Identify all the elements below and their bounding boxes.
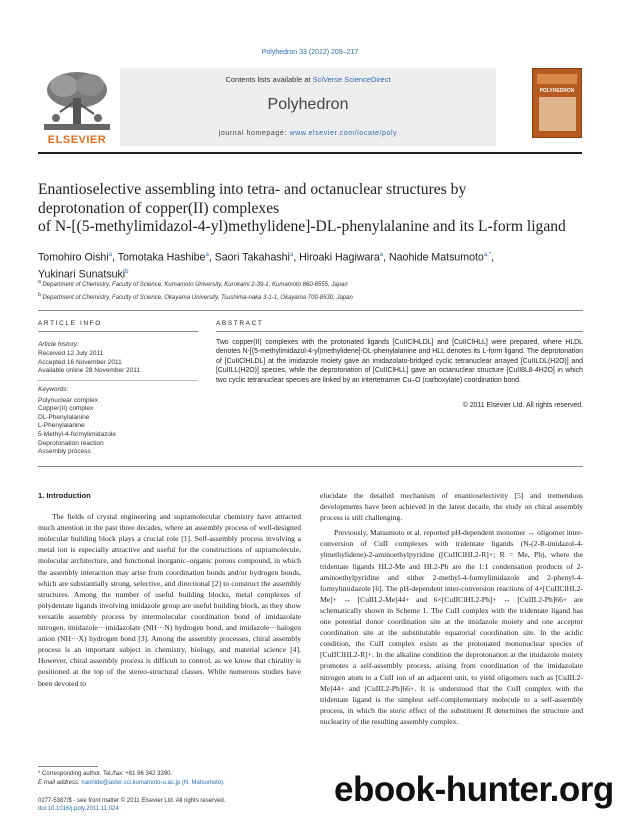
author-affiliation[interactable]: b xyxy=(125,269,129,276)
keyword-item: Deprotonation reaction xyxy=(38,439,104,447)
journal-title: Polyhedron xyxy=(267,96,349,113)
email-label: E-mail address: xyxy=(38,779,80,786)
author-name: Tomohiro Oishi xyxy=(38,251,109,264)
header-rule xyxy=(38,152,582,154)
affiliation-b: Department of Chemistry, Faculty of Science, Okayama University, Tsushima-naka 3-1-1, Okayama 700-8530, Japan xyxy=(42,294,353,301)
journal-reference[interactable]: Polyhedron 33 (2012) 209–217 xyxy=(261,49,359,56)
article-info-heading: ARTICLE INFO xyxy=(38,320,102,327)
abstract-copyright: © 2011 Elsevier Ltd. All rights reserved. xyxy=(462,402,583,409)
keyword-item: L-Phenylalanine xyxy=(38,422,85,430)
watermark: ebook-hunter.org xyxy=(334,770,614,809)
elsevier-tree-logo xyxy=(38,68,116,146)
keywords xyxy=(38,386,198,457)
article-title xyxy=(38,181,583,237)
keyword-item: Polynuclear complex xyxy=(38,396,98,404)
body-left-column xyxy=(38,490,301,689)
article-history xyxy=(38,341,198,376)
author-affiliation[interactable]: a,* xyxy=(483,252,492,258)
accepted-date: Accepted 16 November 2011 xyxy=(38,358,122,366)
email-link[interactable]: naohide@aster.sci.kumamoto-u.ac.jp (N. Matsumoto). xyxy=(81,779,225,786)
journal-cover-thumbnail xyxy=(532,68,582,138)
journal-banner xyxy=(120,68,496,146)
sciencedirect-link[interactable]: SciVerse ScienceDirect xyxy=(312,75,391,84)
bottom-info xyxy=(38,797,301,813)
abstract-heading: ABSTRACT xyxy=(216,320,264,327)
received-date: Received 12 July 2011 xyxy=(38,349,104,357)
history-label: Article history: xyxy=(38,341,79,348)
affiliations: $^a$ Department of Chemistry, Faculty of Science, Kumamoto University, Kurokami 2-39-1, Kumamoto 860-8555, Japan $^b$ Department of Chemistry, Faculty of Science, Okayama University, Tsushima-naka 3-1-1, Okayama 700-8530, Japan xyxy=(38,279,353,301)
divider xyxy=(216,331,583,332)
author-affiliation[interactable]: a xyxy=(289,252,294,258)
author-affiliation[interactable]: a xyxy=(108,252,112,258)
body-paragraph: The fields of crystal engineering and supramolecular chemistry have attracted much attention in the past three decades, where an assembly process of well-designed molecular building block plays a crucial role [1]. Self-assembly process involving a metal ion is especially attractive and useful for the constructions of supramolecule, molecular architecture, and functional inorganic–organic porous compound, in which the assembly interaction may arise from coordination bonds and/or hydrogen bonds, which are substantially strong, selective, and directional [2] to construct the assembly structures. Among the number of useful building blocks, metal complexes of polydentate ligands involving imidazole group are useful building block, as they show versatile assembly process by intermolecular coordination bond of imidazolate nitrogen, imidazole···imidazolate (NH···N) hydrogen bond, and imidazole···halogen anion (NH···X) hydrogen bond [3]. Among the assembly processes, chiral assembly process is an important subject in chemistry, biology, and material science [4]. However, chiral assembly process is difficult to control, as we know that chirality is positioned at the top of the stereo-structural classes. While numerous studies have been devoted to xyxy=(38,512,301,688)
footnote: * Corresponding author. Tel./fax: +81 96 342 3390. E-mail address: naohide@aster.sci.kumamoto-u.ac.jp (N. Matsumoto). xyxy=(38,771,225,786)
contents-prefix: Contents lists available at xyxy=(225,75,311,84)
affiliation-a: Department of Chemistry, Faculty of Science, Kumamoto University, Kurokami 2-39-1, Kumamoto 860-8555, Japan xyxy=(42,282,348,288)
author-name: Saori Takahashi xyxy=(214,251,290,264)
footnote-rule xyxy=(38,766,98,767)
corresponding-author: Corresponding author. Tel./fax: +81 96 342 3390. xyxy=(42,771,173,777)
cover-band xyxy=(537,74,577,84)
keyword-item: DL-Phenylalanine xyxy=(38,413,90,421)
contents-line xyxy=(120,75,496,84)
divider xyxy=(38,310,583,311)
cover-image xyxy=(539,97,576,131)
author-name: Naohide Matsumoto xyxy=(389,251,484,264)
author-affiliation[interactable]: a xyxy=(379,252,384,258)
body-paragraph: elucidate the detailed mechanism of enantioselectivity [5] and tremendous developments have been achieved in the latest decade, the study on chiral assembly process is still challenging. xyxy=(320,491,583,523)
body-right-column xyxy=(320,490,583,727)
author-name: Tomotaka Hashibe xyxy=(117,251,206,264)
divider xyxy=(38,466,583,467)
title-line-2: deprotonation of copper(II) complexes xyxy=(38,199,280,217)
section-heading: 1. Introduction xyxy=(38,491,91,500)
publisher-name: ELSEVIER xyxy=(47,134,107,146)
elsevier-tree-icon xyxy=(38,68,116,134)
journal-header xyxy=(38,68,582,148)
divider xyxy=(38,380,198,381)
title-line-1: Enantioselective assembling into tetra- and octanuclear structures by xyxy=(38,181,467,198)
homepage-prefix: journal homepage: xyxy=(218,130,287,137)
divider xyxy=(38,331,198,332)
author-affiliation[interactable]: a xyxy=(205,252,209,258)
body-paragraph: Previously, Matsumoto et al. reported pH-dependent monomer ↔ oligomer inter-conversion of CuII complexes with tridentate ligands (N-(2-R-imidazol-4-ylmethylidene)-2-aminoethylpyridine ([CuIIClHL2-R]+; R = Me, Ph), where the tridentate ligands HL2-Me and HL2-Ph are the 1:1 condensation products of 2-aminoethylpyridine and either 2-methyl-4-formylimidazole and 2-phenyl-4-formylimidazole [6]. The pH-dependent inter-conversion reactions of 4×[CuIIClHL2-Me]+ ↔ [CuIIL2-Me]44+ and 6×[CuIIClHL2-Ph]+ ↔ [CuIIL2-Ph]66+ are schematically shown in Scheme 1. The CuII complex with the tridentate ligand has one potential donor coordination site at the imidazole moiety and one acceptor coordination site at the substitutable equatorial coordination site. In the acidic condition, the CuII complex exists as the protonated mononuclear species of [CuIIClHL2-R]+. In the alkaline condition the deprotonation at the imidazole moiety promotes a self-assembly process, arising from coordination of the imidazolate nitrogen atom to a CuII ion of an adjacent unit, to yield oligomers such as [CuIIL2-Me]44+ and [CuIIL2-Ph]66+. It is understood that the CuII complex with the tridentate ligand is the simplest self-complementary molecule to a self-assembly process, in which the steric effect of the substituent R determines the structure and nuclearity of the resulting assembly complex. xyxy=(320,528,583,726)
keywords-label: Keywords: xyxy=(38,386,69,393)
homepage-line xyxy=(120,130,496,137)
title-line-3: of N-[(5-methylimidazol-4-yl)methylidene]-DL-phenylalanine and its L-form ligand xyxy=(38,218,566,235)
homepage-link[interactable]: www.elsevier.com/locate/poly xyxy=(289,130,398,137)
cover-title: POLYHEDRON xyxy=(539,88,575,94)
keyword-item: 5-Methyl-4-formylimidazole xyxy=(38,430,117,438)
abstract-text: Two copper(II) complexes with the protonated ligands [CuIIClHLDL] and [CuIIClHLL] were prepared, where HLDL denotes N-[(5-methylimidazol-4-yl)methylidene]-DL-phenylalanine and HLL denotes its L-form ligand. The deprotonation of [CuIIClHLDL] at the imidazole moiety gave an imidazolato-bridged cyclic tetranuclear arrayed [CuIILDL(H2O)] and [CuIILL(H2O)] species, while the deprotonation of [CuIIClHLL] gave an octanuclear structure [CuII8L8·4H2O] in which two cyclic tetranuclear species are linked by an intertetramer Cu–O (carboxylate) coordination bond. xyxy=(216,339,583,384)
author-name: Yukinari Sunatsuki xyxy=(38,268,126,281)
author-name: Hiroaki Hagiwara xyxy=(299,251,380,264)
author-list: Tomohiro Oishi$^a$, Tomotaka Hashibe$^a$, Saori Takahashi$^a$, Hiroaki Hagiwara$^a$, Naohide Matsumoto$^{a,*}$, Yukinari Sunatsuki$^b$ xyxy=(38,251,495,281)
doi-link[interactable]: doi:10.1016/j.poly.2011.11.024 xyxy=(38,806,119,812)
online-date: Available online 28 November 2011 xyxy=(38,367,141,375)
keyword-item: Assembly process xyxy=(38,448,91,456)
issn-line: 0277-5387/$ - see front matter © 2011 Elsevier Ltd. All rights reserved. xyxy=(38,798,226,804)
keyword-item: Copper(II) complex xyxy=(38,405,94,413)
